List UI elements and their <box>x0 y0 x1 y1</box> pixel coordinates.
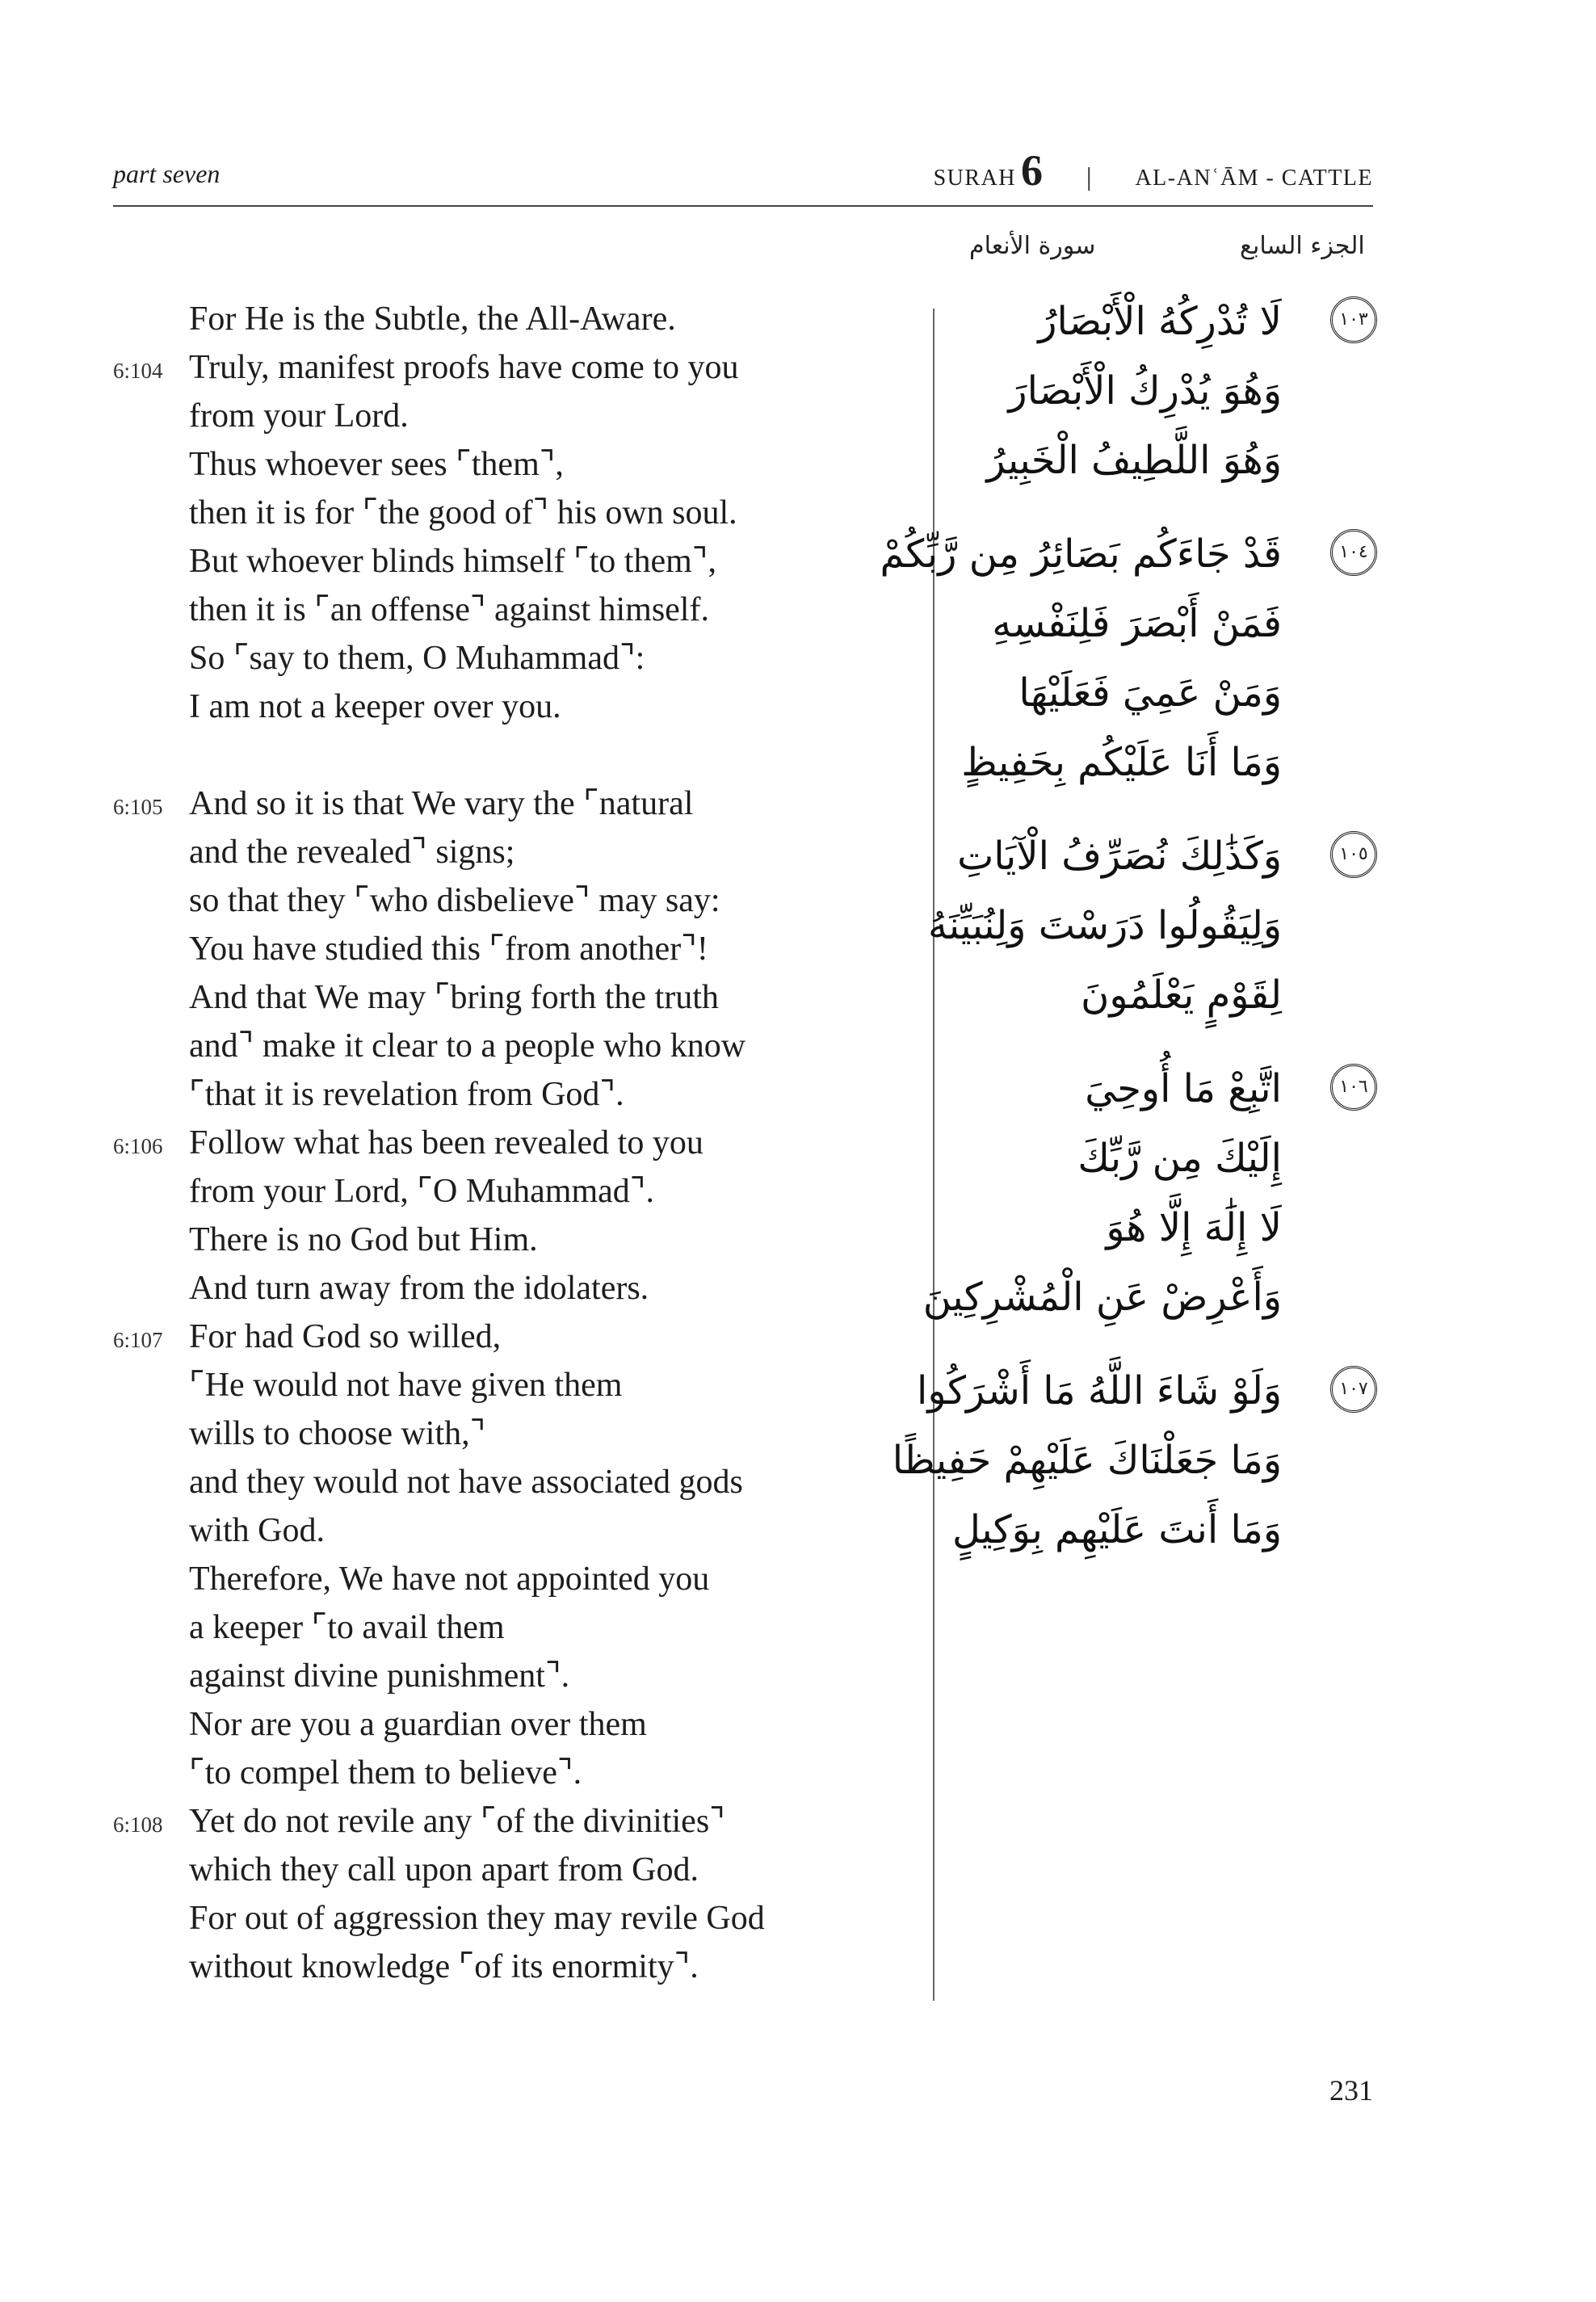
translation-line <box>113 634 921 683</box>
translation-line <box>113 1409 921 1458</box>
translation-text: from your Lord. <box>189 397 409 435</box>
arabic-line <box>957 821 1377 891</box>
translation-text: without knowledge ⌜of its enormity⌝. <box>189 1948 699 1985</box>
translation-line <box>113 925 921 973</box>
arabic-line <box>927 891 1377 960</box>
translation-text: Nor are you a guardian over them <box>189 1706 647 1743</box>
arabic-line <box>957 1054 1377 1124</box>
arabic-line <box>957 728 1377 797</box>
header-part-label: part seven <box>113 159 220 188</box>
translation-line <box>113 1216 921 1264</box>
translation-text: For out of aggression they may revile God <box>189 1900 765 1937</box>
translation-text: I am not a keeper over you. <box>189 688 561 725</box>
surah-number: 6 <box>1021 146 1044 195</box>
translation-text: You have studied this ⌜from another⌝! <box>189 930 708 968</box>
arabic-text: اتَّبِعْ مَا أُوحِيَ <box>1085 1066 1282 1111</box>
translation-text: Follow what has been revealed to you <box>189 1124 704 1162</box>
arabic-text: وَمَا جَعَلْنَاكَ عَلَيْهِمْ حَفِيظًا <box>892 1438 1282 1483</box>
translation-line <box>113 295 921 343</box>
translation-line <box>113 489 921 537</box>
translation-text: with God. <box>189 1512 325 1549</box>
header-surah-title <box>934 145 1373 195</box>
translation-text: Yet do not revile any ⌜of the divinities⌝ <box>189 1803 725 1840</box>
page-number: 231 <box>1329 2074 1373 2107</box>
arabic-line <box>892 1426 1377 1495</box>
translation-line <box>113 392 921 440</box>
verse-marker-icon: ١٠٥ <box>1330 831 1377 878</box>
translation-text: For He is the Subtle, the All-Aware. <box>189 300 676 338</box>
translation-text: against divine punishment⌝. <box>189 1657 570 1695</box>
translation-line <box>113 1555 921 1603</box>
arabic-line <box>917 1356 1377 1426</box>
translation-line <box>113 1749 921 1797</box>
translation-text: But whoever blinds himself ⌜to them⌝, <box>189 543 716 580</box>
translation-text: And turn away from the idolaters. <box>189 1270 649 1307</box>
arabic-line <box>922 1262 1377 1332</box>
translation-text: and they would not have associated gods <box>189 1464 743 1501</box>
translation-text: so that they ⌜who disbelieve⌝ may say: <box>189 882 720 919</box>
translation-line <box>113 1458 921 1506</box>
translation-text: then it is ⌜an offense⌝ against himself. <box>189 591 709 628</box>
arabic-line <box>957 589 1377 658</box>
verse-marker-icon: ١٠٧ <box>1330 1366 1377 1413</box>
verse-number: 6:106 <box>113 1134 163 1158</box>
translation-line <box>113 1022 921 1070</box>
translation-text: ⌜to compel them to believe⌝. <box>189 1754 582 1792</box>
translation-line <box>113 1894 921 1943</box>
translation-line <box>113 1846 921 1894</box>
surah-label: SURAH <box>933 166 1017 191</box>
arabic-line <box>957 658 1377 728</box>
verse-number: 6:104 <box>113 359 163 383</box>
translation-line <box>113 779 921 828</box>
verse-marker-icon: ١٠٣ <box>1330 296 1377 343</box>
verse-marker-icon: ١٠٤ <box>1330 529 1377 576</box>
arabic-text: فَمَنْ أَبْصَرَ فَلِنَفْسِهِ <box>992 601 1282 646</box>
translation-line <box>113 1313 921 1361</box>
translation-line <box>113 1943 921 1991</box>
translation-line <box>113 1652 921 1700</box>
arabic-text: وَمَنْ عَمِيَ فَعَلَيْهَا <box>1018 670 1282 716</box>
header-rule <box>113 205 1373 207</box>
arabic-text: قَدْ جَاءَكُم بَصَائِرُ مِن رَّبِّكُمْ <box>880 531 1282 577</box>
arabic-text: وَهُوَ اللَّطِيفُ الْخَبِيرُ <box>986 438 1282 483</box>
translation-text: And so it is that We vary the ⌜natural <box>189 785 694 822</box>
arabic-line <box>957 287 1377 356</box>
arabic-line <box>957 1193 1377 1262</box>
translation-line <box>113 1361 921 1409</box>
verse-number: 6:107 <box>113 1328 163 1352</box>
arabic-text: وَمَا أَنتَ عَلَيْهِم بِوَكِيلٍ <box>951 1507 1282 1552</box>
translation-text: Thus whoever sees ⌜them⌝, <box>189 446 564 483</box>
translation-line <box>113 537 921 586</box>
translation-line <box>113 1167 921 1216</box>
surah-name: AL-ANʿĀM - CATTLE <box>1135 166 1373 191</box>
translation-line <box>113 1797 921 1846</box>
translation-text: a keeper ⌜to avail them <box>189 1609 505 1646</box>
translation-text: For had God so willed, <box>189 1318 502 1355</box>
arabic-text: إِلَيْكَ مِن رَّبِّكَ <box>1077 1136 1282 1181</box>
translation-line <box>113 586 921 634</box>
arabic-text: لَا تُدْرِكُهُ الْأَبْصَارُ <box>1038 299 1282 344</box>
arabic-juz-heading: الجزء السابع <box>1240 232 1365 260</box>
translation-line <box>113 876 921 925</box>
english-translation-column <box>113 295 921 1991</box>
translation-text: ⌜that it is revelation from God⌝. <box>189 1076 624 1113</box>
arabic-text: وَأَعْرِضْ عَنِ الْمُشْرِكِينَ <box>922 1275 1282 1320</box>
translation-text: wills to choose with,⌝ <box>189 1415 486 1452</box>
translation-line <box>113 973 921 1022</box>
arabic-line <box>957 1124 1377 1193</box>
arabic-line <box>957 356 1377 426</box>
translation-text: ⌜He would not have given them <box>189 1367 623 1404</box>
verse-number: 6:105 <box>113 795 163 819</box>
header-separator: | <box>1086 162 1092 191</box>
arabic-line <box>880 519 1377 589</box>
arabic-line <box>957 426 1377 495</box>
arabic-line <box>951 1495 1377 1565</box>
translation-line <box>113 1264 921 1313</box>
translation-text: and the revealed⌝ signs; <box>189 834 515 871</box>
translation-line <box>113 1700 921 1749</box>
arabic-text: وَهُوَ يُدْرِكُ الْأَبْصَارَ <box>1008 368 1282 414</box>
translation-line <box>113 1506 921 1555</box>
translation-text: then it is for ⌜the good of⌝ his own soul. <box>189 494 737 531</box>
translation-line <box>113 828 921 876</box>
verse-marker-icon: ١٠٦ <box>1330 1064 1377 1111</box>
translation-text: and⌝ make it clear to a people who know <box>189 1027 746 1065</box>
translation-line <box>113 1603 921 1652</box>
translation-text: So ⌜say to them, O Muhammad⌝: <box>189 640 645 677</box>
verse-number: 6:108 <box>113 1813 163 1837</box>
arabic-text: وَلَوْ شَاءَ اللَّهُ مَا أَشْرَكُوا <box>917 1368 1282 1414</box>
translation-text: And that We may ⌜bring forth the truth <box>189 979 719 1016</box>
arabic-text-column <box>880 287 1377 1565</box>
translation-text: There is no God but Him. <box>189 1221 538 1258</box>
arabic-line <box>957 960 1377 1030</box>
arabic-surah-heading: سورة الأنعام <box>969 232 1096 260</box>
translation-line <box>113 1119 921 1167</box>
translation-line <box>113 440 921 489</box>
translation-line <box>113 343 921 392</box>
translation-text: from your Lord, ⌜O Muhammad⌝. <box>189 1173 654 1210</box>
arabic-text: وَمَا أَنَا عَلَيْكُم بِحَفِيظٍ <box>961 740 1282 785</box>
arabic-text: لَا إِلَٰهَ إِلَّا هُوَ <box>1106 1205 1282 1250</box>
arabic-text: لِقَوْمٍ يَعْلَمُونَ <box>1081 972 1282 1018</box>
translation-line <box>113 1070 921 1119</box>
translation-line <box>113 683 921 731</box>
translation-text: Therefore, We have not appointed you <box>189 1561 710 1598</box>
arabic-text: وَلِيَقُولُوا دَرَسْتَ وَلِنُبَيِّنَهُ <box>927 903 1282 948</box>
arabic-text: وَكَذَٰلِكَ نُصَرِّفُ الْآيَاتِ <box>957 834 1282 879</box>
translation-text: which they call upon apart from God. <box>189 1851 699 1888</box>
translation-text: Truly, manifest proofs have come to you <box>189 349 739 386</box>
